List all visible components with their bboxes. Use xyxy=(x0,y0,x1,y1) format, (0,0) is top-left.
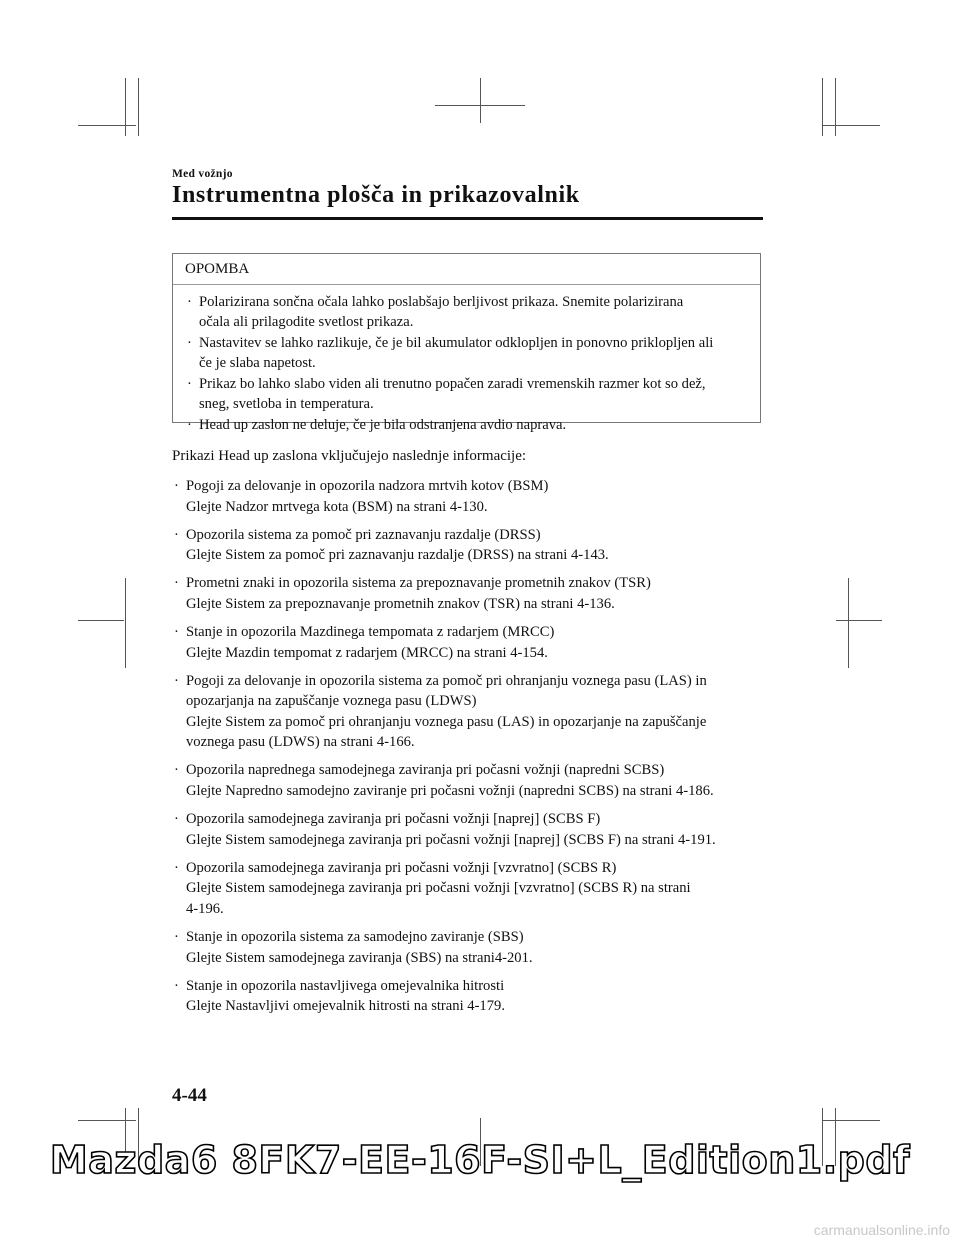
section-label: Med vožnjo xyxy=(172,168,233,180)
note-item-line: Prikaz bo lahko slabo viden ali trenutno popačen zaradi vremenskih razmer kot so dež, xyxy=(199,376,706,392)
info-list xyxy=(172,476,772,1024)
info-item-line: Glejte Napredno samodejno zaviranje pri počasni vožnji (napredni SCBS) na strani 4-186. xyxy=(186,782,714,799)
info-item xyxy=(172,622,772,663)
info-item-line: voznega pasu (LDWS) na strani 4-166. xyxy=(186,734,415,751)
info-item xyxy=(172,760,772,801)
page-number: 4-44 xyxy=(172,1085,207,1106)
bullet-icon: · xyxy=(174,929,179,945)
info-item-line: Glejte Nastavljivi omejevalnik hitrosti na strani 4-179. xyxy=(186,998,505,1015)
info-item-line: Stanje in opozorila nastavljivega omejevalnika hitrosti xyxy=(186,977,505,994)
note-item-line: očala ali prilagodite svetlost prikaza. xyxy=(199,314,414,330)
note-item-line: sneg, svetloba in temperatura. xyxy=(199,396,374,412)
info-item-line: Glejte Sistem za pomoč pri zaznavanju razdalje (DRSS) na strani 4-143. xyxy=(186,547,609,564)
info-item-line: Glejte Mazdin tempomat z radarjem (MRCC) na strani 4-154. xyxy=(186,644,548,661)
bullet-icon: · xyxy=(174,526,179,543)
info-item-line: Opozorila sistema za pomoč pri zaznavanju razdalje (DRSS) xyxy=(186,526,541,543)
info-item-line: Pogoji za delovanje in opozorila nadzora mrtvih kotov (BSM) xyxy=(186,478,549,494)
bullet-icon: · xyxy=(174,859,179,876)
info-item-line: Prometni znaki in opozorila sistema za prepoznavanje prometnih znakov (TSR) xyxy=(186,575,651,592)
info-item-line: Glejte Nadzor mrtvega kota (BSM) na strani 4-130. xyxy=(186,498,488,515)
note-box xyxy=(172,253,761,433)
info-item-line: Stanje in opozorila sistema za samodejno zaviranje (SBS) xyxy=(186,929,524,945)
info-item-line: Opozorila naprednega samodejnega zaviranja pri počasni vožnji (napredni SCBS) xyxy=(186,762,665,779)
info-item xyxy=(172,976,772,1017)
note-item xyxy=(173,292,760,332)
note-item-line: Polarizirana sončna očala lahko poslabšajo berljivost prikaza. Snemite polarizirana xyxy=(199,294,684,310)
info-item-line: Glejte Sistem za pomoč pri ohranjanju voznega pasu (LAS) in opozarjanje na zapuščanje xyxy=(186,713,707,730)
info-item-line: Stanje in opozorila Mazdinega tempomata z radarjem (MRCC) xyxy=(186,624,555,641)
note-item-line: Head up zaslon ne deluje, če je bila odstranjena avdio naprava. xyxy=(199,417,567,433)
info-item xyxy=(172,573,772,614)
bullet-icon: · xyxy=(174,811,179,828)
note-item xyxy=(173,415,760,435)
bullet-icon: · xyxy=(187,376,192,392)
watermark: carmanualsonline.info xyxy=(813,1222,950,1238)
info-item-line: Opozorila samodejnega zaviranja pri počasni vožnji [vzvratno] (SCBS R) xyxy=(186,859,617,876)
info-item-line: Opozorila samodejnega zaviranja pri počasni vožnji [naprej] (SCBS F) xyxy=(186,811,601,828)
intro-text: Prikazi Head up zaslona vključujejo naslednje informacije: xyxy=(172,448,527,464)
note-item-line: Nastavitev se lahko razlikuje, če je bil akumulator odklopljen in ponovno priklopljen ali xyxy=(199,335,714,351)
info-item xyxy=(172,809,772,850)
info-item xyxy=(172,671,772,753)
bullet-icon: · xyxy=(174,575,179,592)
bullet-icon: · xyxy=(174,762,179,779)
note-item xyxy=(173,374,760,414)
bullet-icon: · xyxy=(174,624,179,641)
bullet-icon: · xyxy=(174,478,179,494)
note-item xyxy=(173,333,760,373)
bullet-icon: · xyxy=(174,977,179,994)
info-item-line: Pogoji za delovanje in opozorila sistema za pomoč pri ohranjanju voznega pasu (LAS) in xyxy=(186,672,707,689)
info-item-line: Glejte Sistem samodejnega zaviranja (SBS) na strani4-201. xyxy=(186,949,533,966)
bullet-icon: · xyxy=(187,335,192,351)
info-item-line: Glejte Sistem samodejnega zaviranja pri počasni vožnji [vzvratno] (SCBS R) na strani xyxy=(186,880,691,897)
bullet-icon: · xyxy=(187,294,192,310)
info-item xyxy=(172,858,772,920)
note-list xyxy=(173,292,760,435)
info-item xyxy=(172,476,772,517)
title-rule xyxy=(172,217,763,220)
info-item xyxy=(172,927,772,968)
info-item xyxy=(172,525,772,566)
info-item-line: 4-196. xyxy=(186,900,224,917)
note-item-line: če je slaba napetost. xyxy=(199,355,316,371)
bullet-icon: · xyxy=(174,672,179,689)
info-item-line: Glejte Sistem samodejnega zaviranja pri počasni vožnji [naprej] (SCBS F) na strani 4-191. xyxy=(186,831,716,848)
info-item-line: opozarjanja na zapuščanje voznega pasu (LDWS) xyxy=(186,693,477,710)
note-heading: OPOMBA xyxy=(173,254,760,285)
page-title: Instrumentna plošča in prikazovalnik xyxy=(172,182,580,208)
bullet-icon: · xyxy=(187,417,192,433)
info-item-line: Glejte Sistem za prepoznavanje prometnih znakov (TSR) na strani 4-136. xyxy=(186,595,615,612)
footer-filename: Mazda6 8FK7-EE-16F-SI+L_Edition1.pdf xyxy=(49,1138,911,1182)
